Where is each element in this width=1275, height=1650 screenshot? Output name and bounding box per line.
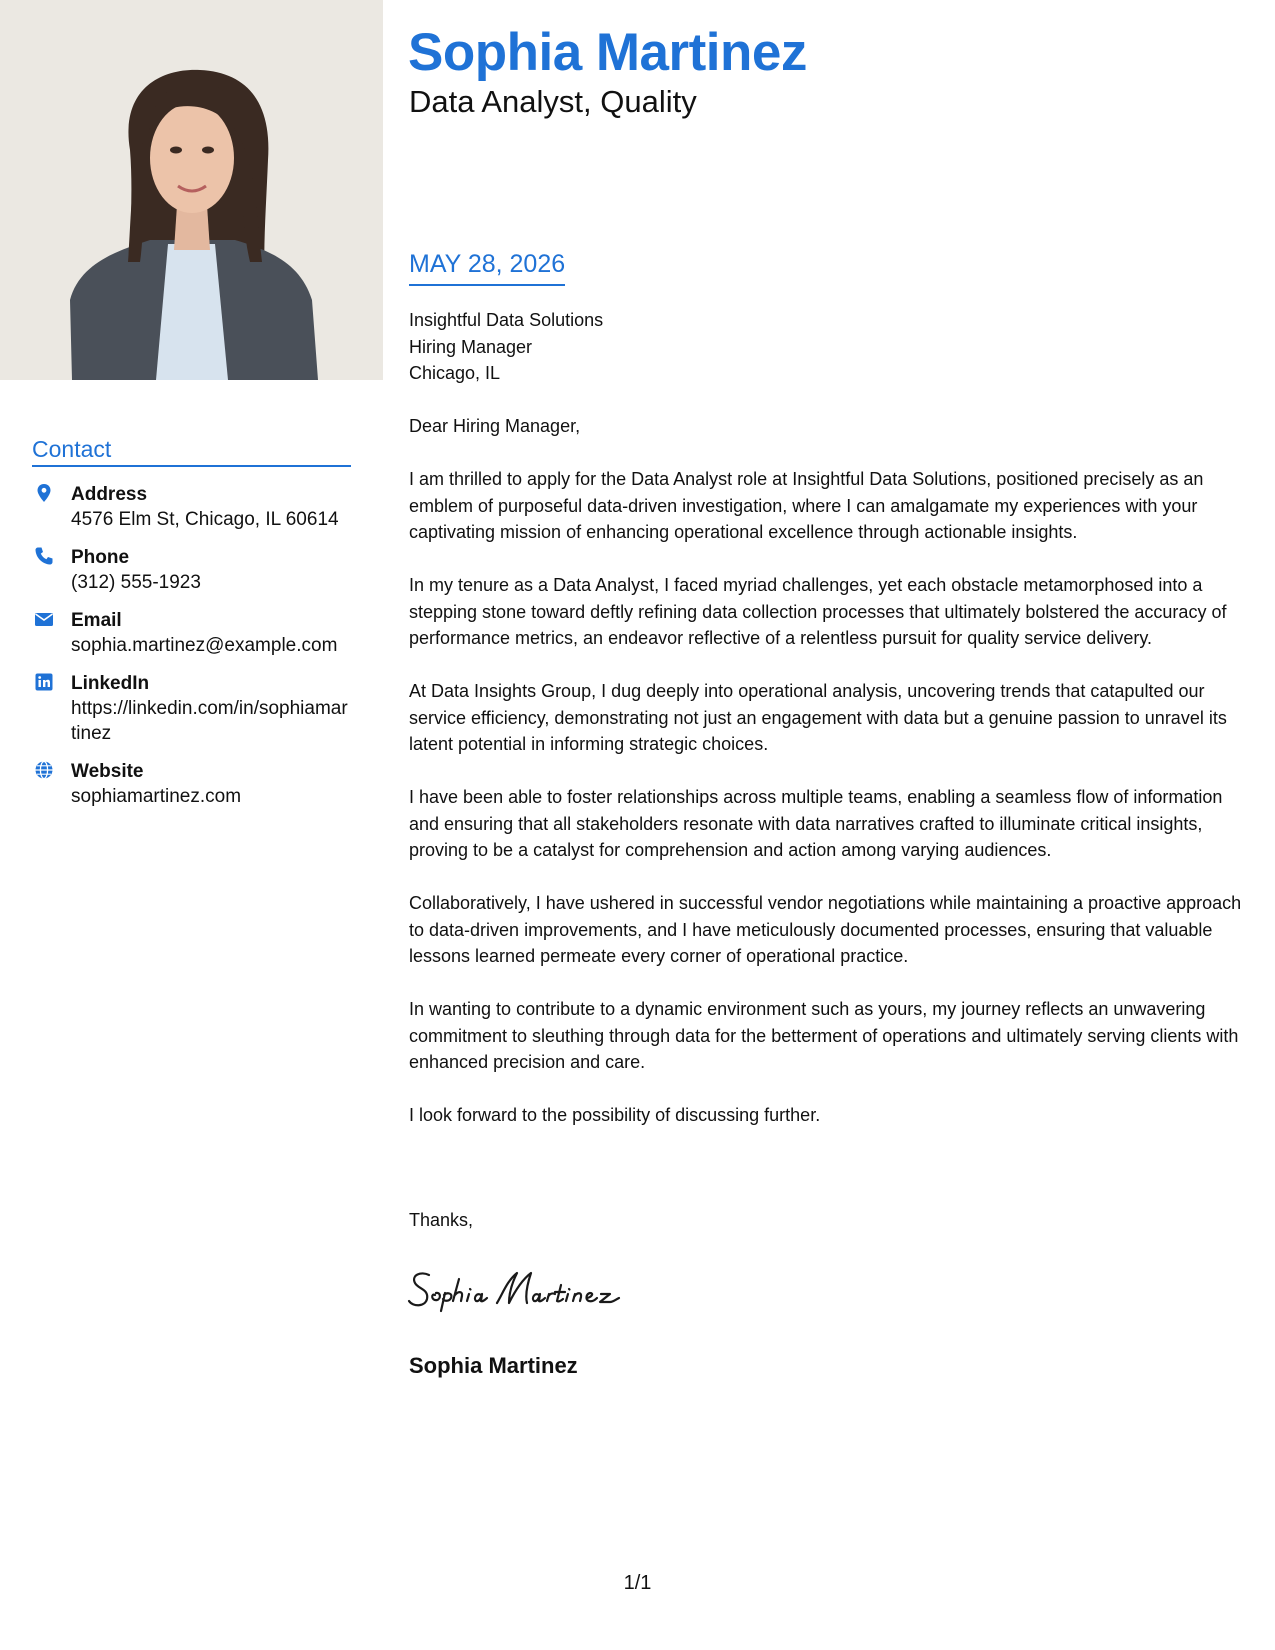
contact-label-email: Email [71,610,122,631]
portrait-image [0,0,383,380]
contact-value-address: 4576 Elm St, Chicago, IL 60614 [71,509,339,530]
contact-item-linkedin [32,671,352,746]
job-title: Data Analyst, Quality [409,84,697,119]
contact-list [32,482,352,822]
contact-value-website[interactable]: sophiamartinez.com [71,786,242,807]
contact-item-email [32,608,352,658]
contact-label-website: Website [71,761,144,782]
contact-item-address [32,482,352,532]
closing: Thanks, [409,1210,474,1230]
letter-paragraph: At Data Insights Group, I dug deeply into operational analysis, uncovering trends that catapulted our service efficiency, demonstrating not just an engagement with data but a genuine passion to unravel its latent potential in informing strategic choices. [409,681,1227,754]
letter-body [409,413,1249,1155]
page-number: 1/1 [623,1572,652,1594]
letter-paragraph: In my tenure as a Data Analyst, I faced myriad challenges, yet each obstacle metamorphosed into a stepping stone toward deftly refining data collection processes that ultimately bolstered the accuracy of performance metrics, an endeavor reflective of a relentless pursuit for quality service delivery. [409,575,1227,648]
contact-item-phone [32,545,352,595]
recipient-role: Hiring Manager [409,336,533,357]
letter-paragraph: Collaboratively, I have ushered in successful vendor negotiations while maintaining a proactive approach to data-driven improvements, and I have meticulously documented processes, ensuring that valuable lessons learned permeate every corner of operational practice. [409,893,1242,966]
profile-photo [0,0,383,380]
globe-icon [34,760,54,780]
recipient-location: Chicago, IL [409,363,501,383]
contact-label-address: Address [71,484,148,505]
phone-icon [34,546,54,566]
signed-name: Sophia Martinez [409,1353,578,1378]
salutation: Dear Hiring Manager, [409,416,581,436]
contact-value-email[interactable]: sophia.martinez@example.com [71,635,338,656]
contact-heading: Contact [32,436,351,467]
contact-label-phone: Phone [71,547,130,568]
letter-paragraph: I am thrilled to apply for the Data Analyst role at Insightful Data Solutions, positioned precisely as an emblem of purposeful data-driven investigation, where I can amalgamate my experiences with your captivating mission of enhancing operational excellence through actionable insights. [409,469,1204,542]
letter-date: MAY 28, 2026 [409,249,565,286]
recipient-company: Insightful Data Solutions [409,310,604,330]
recipient-block [409,307,603,387]
linkedin-icon [34,672,54,692]
location-pin-icon [34,483,54,503]
contact-item-website [32,759,352,809]
letter-paragraph: I look forward to the possibility of discussing further. [409,1105,821,1125]
candidate-name: Sophia Martinez [408,23,807,82]
letter-paragraph: In wanting to contribute to a dynamic environment such as yours, my journey reflects an unwavering commitment to sleuthing through data for the betterment of operations and ultimately serving clients with enhanced precision and care. [409,999,1239,1072]
contact-value-linkedin[interactable]: https://linkedin.com/in/sophiamartinez [71,698,348,744]
letter-paragraph: I have been able to foster relationships across multiple teams, enabling a seamless flow of information and ensuring that all stakeholders resonate with data narratives crafted to illuminate critical insights, proving to be a catalyst for comprehension and action among varying audiences. [409,787,1223,860]
envelope-icon [34,609,54,629]
handwritten-signature [407,1265,677,1315]
contact-value-phone: (312) 555-1923 [71,572,201,593]
contact-label-linkedin: LinkedIn [71,673,150,694]
